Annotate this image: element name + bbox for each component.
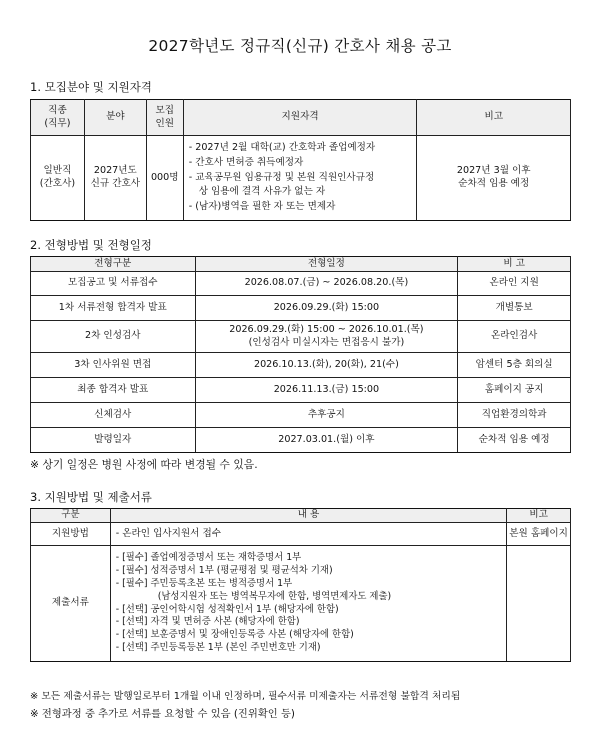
documents-note-2: ※ 전형과정 중 추가로 서류를 요청할 수 있음 (진위확인 등) [30, 708, 295, 720]
cell-headcount: 000명 [146, 136, 183, 221]
header-remarks: 비고 [417, 100, 571, 136]
cell-job-type: 일반직 (간호사) [31, 136, 85, 221]
list-item: - [필수] 주민등록초본 또는 병적증명서 1부 [115, 577, 293, 589]
table-row: 모집공고 및 서류접수 2026.08.07.(금) ~ 2026.08.20.(목) 온라인 지원 [31, 272, 571, 296]
header-headcount: 모집 인원 [146, 100, 183, 136]
header-stage: 전형구분 [31, 257, 196, 272]
table-row: 2차 인성검사 2026.09.29.(화) 15:00 ~ 2026.10.01.(목) (인성검사 미실시자는 면접응시 불가) 온라인검사 [31, 321, 571, 353]
header-content: 내 용 [110, 509, 507, 523]
cell-field: 2027년도 신규 간호사 [84, 136, 146, 221]
document-list [110, 546, 507, 662]
header-remark: 비고 [507, 509, 571, 523]
table-documents [30, 508, 571, 662]
list-item: - [선택] 보훈증명서 및 장애인등록증 사본 (해당자에 한함) [115, 629, 354, 641]
cell-qualification: - 2027년 2월 대학(교) 간호학과 졸업예정자 - 간호사 면허증 취득예정자 - 교육공무원 임용규정 및 본원 직원인사규정 상 임용에 결격 사유가 없는 자 - (남자)병역을 필한 자 또는 면제자 [183, 136, 417, 221]
table-row: 신체검사 추후공지 직업환경의학과 [31, 403, 571, 428]
table-row: 제출서류 - [필수] 졸업예정증명서 또는 재학증명서 1부 - [필수] 성적증명서 1부 (평균평점 및 평균석차 기재) - [필수] 주민등록초본 또는 병적증명서 1부 (남성지원자 또는 병역복무자에 한함, 병역면제자도 제출) - [선택] 공인어학시험 성적확인서 1부 (해당자에 한함) - [선택] 자격 및 면허증 사본 (해당자에 한함) - [선택] 보훈증명서 및 장애인등록증 사본 (해당자에 한함) - [선택] 주민등록등본 1부 (본인 주민번호만 기재) [31, 546, 571, 662]
section-2-heading: 2. 전형방법 및 전형일정 [30, 238, 152, 252]
cell-remarks: 2027년 3월 이후 순차적 임용 예정 [417, 136, 571, 221]
header-field: 분야 [84, 100, 146, 136]
header-qualification: 지원자격 [183, 100, 417, 136]
page-title: 2027학년도 정규직(신규) 간호사 채용 공고 [148, 37, 452, 55]
table-row: 지원방법 - 온라인 입사지원서 접수 본원 홈페이지 [31, 523, 571, 546]
table-row: 3차 인사위원 면접 2026.10.13.(화), 20(화), 21(수) 암센터 5층 회의실 [31, 353, 571, 378]
list-item: - [선택] 공인어학시험 성적확인서 1부 (해당자에 한함) [115, 603, 339, 615]
list-item: (남성지원자 또는 병역복무자에 한함, 병역면제자도 제출) [157, 590, 392, 602]
table-recruitment [30, 99, 571, 221]
table-row: 최종 합격자 발표 2026.11.13.(금) 15:00 홈페이지 공지 [31, 378, 571, 403]
list-item: - [필수] 졸업예정증명서 또는 재학증명서 1부 [115, 551, 302, 563]
section-3-heading: 3. 지원방법 및 제출서류 [30, 490, 152, 504]
documents-note-1: ※ 모든 제출서류는 발행일로부터 1개월 이내 인정하며, 필수서류 미제출자는 서류전형 불합격 처리됨 [30, 691, 461, 702]
header-note: 비 고 [458, 257, 571, 272]
table-row: 1차 서류전형 합격자 발표 2026.09.29.(화) 15:00 개별통보 [31, 296, 571, 321]
list-item: - [필수] 성적증명서 1부 (평균평점 및 평균석차 기재) [115, 564, 333, 576]
list-item: - [선택] 자격 및 면허증 사본 (해당자에 한함) [115, 616, 300, 628]
table-schedule [30, 256, 571, 453]
table-row: 발령일자 2027.03.01.(월) 이후 순차적 임용 예정 [31, 428, 571, 453]
header-job-type: 직종 (직무) [31, 100, 85, 136]
list-item: - [선택] 주민등록등본 1부 (본인 주민번호만 기재) [115, 642, 321, 654]
section-1-heading: 1. 모집분야 및 지원자격 [30, 80, 152, 94]
header-schedule: 전형일정 [195, 257, 458, 272]
header-category: 구분 [31, 509, 111, 523]
schedule-note: ※ 상기 일정은 병원 사정에 따라 변경될 수 있음. [30, 458, 258, 471]
